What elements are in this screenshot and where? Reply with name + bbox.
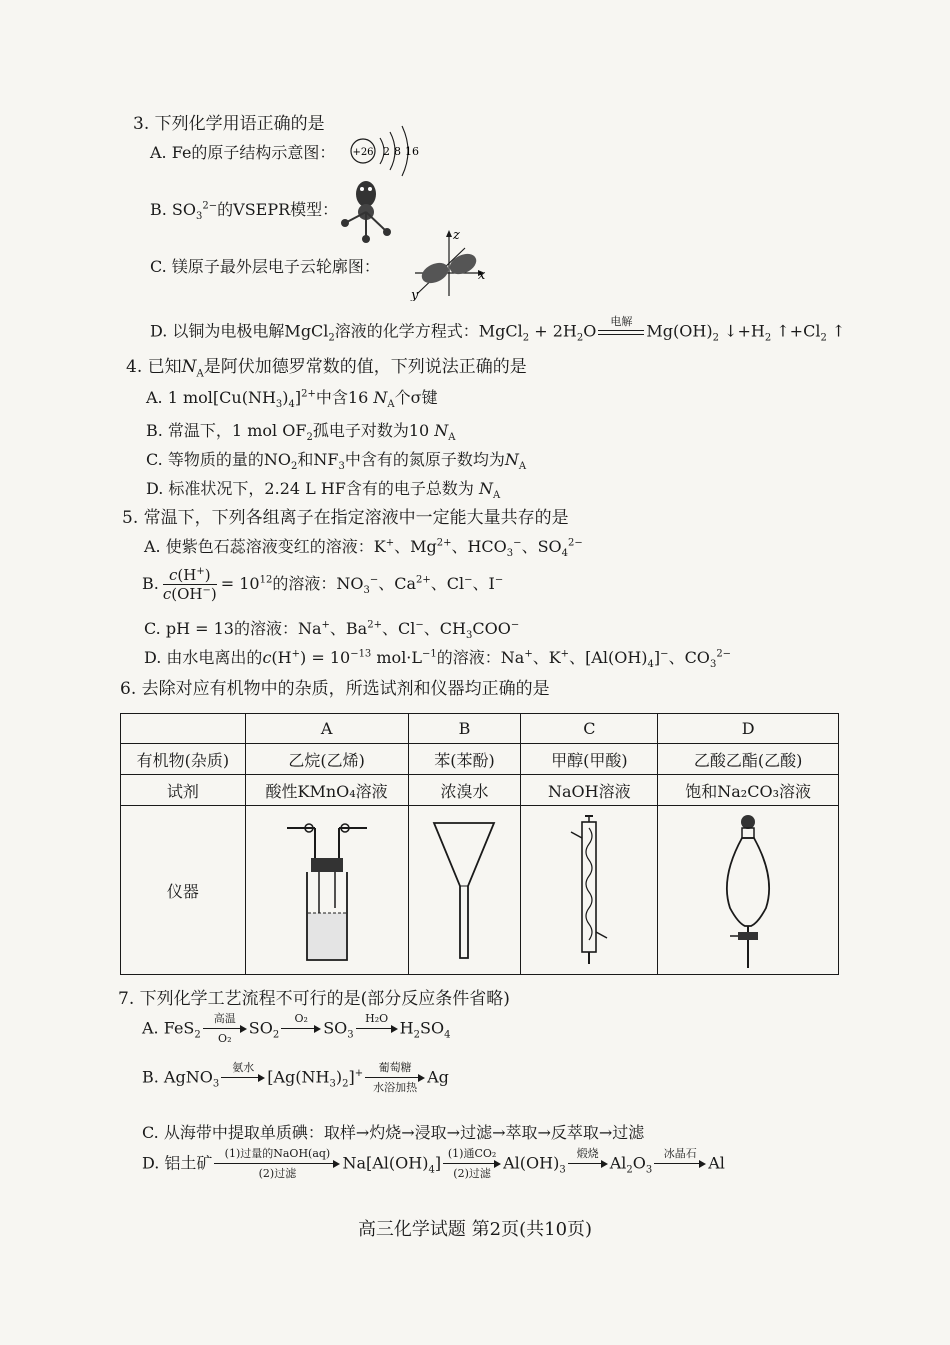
arrow-condition: (1)通CO₂ (447, 1147, 497, 1160)
q7-stem: 7. 下列化学工艺流程不可行的是(部分反应条件省略) (118, 989, 510, 1009)
q7-option-b: B. AgNO$_3$ 氨水 $[Ag(NH_3)_2]^+$ 葡萄糖 水浴加热 Ag (142, 1061, 449, 1094)
header-cell (121, 714, 246, 744)
table-cell: 浓溴水 (408, 775, 521, 806)
q3-b-text: B. SO (150, 200, 197, 219)
arrow-condition: O₂ (294, 1012, 308, 1025)
q4-c-text-3: 中含有的氮原子数均为 (344, 450, 505, 469)
q5-option-b: B. $\frac{c(H^+)}{c(OH^-)}$ = $10^{12}$的溶液：$NO_3^-$、$Ca^{2+}$、Cl−、I− (142, 566, 504, 603)
fe-shell-3: 16 (405, 145, 419, 158)
q4-option-b: B. 常温下，1 mol $OF_2$孤电子对数为10 $N_A$ (146, 421, 456, 444)
reaction-arrow (443, 1148, 501, 1180)
q3-option-d: D. 以铜为电极电解MgCl$_2$溶液的化学方程式：MgCl$_2$ + $2H_2O$ 电解 $Mg(OH)_2$ $↓+H_2$ $↑+Cl_2$ ↑ (150, 316, 845, 348)
reaction-arrow (568, 1148, 608, 1180)
q7-option-d: D. 铝土矿 (1)过量的NaOH(aq) (2)过滤 $Na[Al(OH)_4]$ (1)通CO₂ (2)过滤 $Al(OH)_3$ 煅烧 $Al_2O_3$ 冰晶石 Al (142, 1147, 725, 1180)
q5-c-text: C. pH = 13的溶液：Na (144, 619, 322, 638)
fe-shell-1: 2 (383, 145, 390, 158)
funnel-icon (424, 808, 504, 968)
header-cell: D (658, 714, 839, 744)
q3-stem: 3. 下列化学用语正确的是 (133, 114, 325, 134)
q3-option-c: C. 镁原子最外层电子云轮廓图： (150, 257, 380, 276)
electrolysis-condition: 电解 (610, 315, 633, 328)
table-cell: 甲醇(甲酸) (521, 744, 658, 775)
fe-atom-structure-diagram (350, 122, 430, 177)
q4-a-text-2: 个σ键 (394, 388, 438, 407)
header-cell: A (245, 714, 408, 744)
arrow-condition: 葡萄糖 (378, 1061, 412, 1074)
q6-stem: 6. 去除对应有机物中的杂质，所选试剂和仪器均正确的是 (120, 679, 550, 699)
q4-b-text-2: 孤电子对数为10 (312, 421, 430, 440)
q5-option-a: A. 使紫色石蕊溶液变红的溶液：K+、$Mg^{2+}$、$HCO_3^-$、$SO_4^{2-}$ (144, 537, 583, 560)
row-label: 试剂 (121, 775, 246, 806)
header-cell: C (521, 714, 658, 744)
q4-stem-text: 4. 已知 (126, 357, 182, 377)
arrow-condition: 水浴加热 (373, 1081, 418, 1094)
q4-stem-text-2: 是阿伏加德罗常数的值，下列说法正确的是 (203, 357, 527, 377)
table-cell: NaOH溶液 (521, 775, 658, 806)
fe-nucleus-label: +26 (352, 147, 374, 158)
q6-table (120, 713, 839, 975)
page-footer: 高三化学试题 第2页(共10页) (357, 1219, 593, 1240)
reaction-arrow (365, 1062, 425, 1094)
gas-washing-bottle-icon (267, 808, 387, 968)
q3-option-a (150, 142, 335, 164)
reaction-arrow (281, 1013, 321, 1045)
axis-x-label: x (478, 268, 486, 283)
q4-option-d: D. 标准状况下，2.24 L HF含有的电子总数为 $N_A$ (146, 479, 501, 502)
q5-a-text: A. 使紫色石蕊溶液变红的溶液：K (144, 537, 386, 556)
q3-b-text-2: 的VSEPR模型： (217, 200, 339, 219)
reaction-arrow (221, 1062, 265, 1094)
q4-c-text-2: 和NF (297, 450, 339, 469)
reaction-arrow (203, 1013, 247, 1045)
header-cell: B (408, 714, 521, 744)
condenser-icon (549, 808, 629, 968)
table-row (121, 775, 839, 806)
q4-d-text: D. 标准状况下，2.24 L HF含有的电子总数为 (146, 479, 474, 498)
funnel-cell (408, 806, 521, 975)
arrow-condition: (2)过滤 (258, 1167, 297, 1180)
arrow-condition: (1)过量的NaOH(aq) (224, 1147, 331, 1160)
q7-d-text: D. 铝土矿 (142, 1153, 213, 1173)
arrow-condition: 高温 (213, 1012, 236, 1025)
q3-option-b: B. $SO_3^{2-}$的VSEPR模型： (150, 200, 339, 223)
q7-option-a: A. FeS$_2$ 高温 O₂ $SO_2$ O₂ $SO_3$ H₂O $H_2SO_4$ (142, 1012, 451, 1045)
table-cell: 乙酸乙酯(乙酸) (658, 744, 839, 775)
q4-a-text: 中含16 (315, 388, 369, 407)
table-cell: 饱和Na₂CO₃溶液 (658, 775, 839, 806)
fe-shell-2: 8 (394, 145, 401, 158)
q3-d-text-3: Mg(OH) (646, 321, 713, 341)
electrolysis-arrow (598, 316, 644, 348)
condenser-cell (521, 806, 658, 975)
row-label: 有机物(杂质) (121, 744, 246, 775)
q4-option-c: C. 等物质的量的$NO_2$和$NF_3$中含有的氮原子数均为$N_A$ (146, 450, 527, 473)
reaction-arrow (356, 1013, 398, 1045)
reaction-arrow (654, 1148, 706, 1180)
separatory-funnel-cell (658, 806, 839, 975)
so3-vsepr-model-icon (335, 178, 400, 248)
q5-stem: 5. 常温下，下列各组离子在指定溶液中一定能大量共存的是 (122, 508, 569, 528)
separatory-funnel-icon (698, 808, 798, 968)
table-row (121, 806, 839, 975)
q5-option-d: D. 由水电离出的$c(H^+) = 10^{-13}$ $mol\cdot L^{-1}$的溶液：Na+、K+、$[Al(OH)_4]^-$、$CO_3^{2-}$ (144, 648, 732, 671)
table-row (121, 744, 839, 775)
q4-stem: 4. 已知$N_A$是阿伏加德罗常数的值，下列说法正确的是 (126, 357, 527, 380)
gas-washing-bottle-cell (245, 806, 408, 975)
q3-d-text-2: 溶液的化学方程式：MgCl (334, 321, 523, 341)
axis-y-label: y (411, 288, 419, 301)
arrow-condition: O₂ (218, 1032, 232, 1045)
q3-d-text: D. 以铜为电极电解MgCl (150, 321, 329, 341)
q5-b-text: 的溶液：NO (272, 574, 364, 593)
arrow-condition: 氨水 (232, 1061, 255, 1074)
reaction-arrow (214, 1148, 340, 1180)
q4-c-text: C. 等物质的量的NO (146, 450, 291, 469)
table-cell: 酸性KMnO₄溶液 (245, 775, 408, 806)
axis-z-label: z (453, 228, 460, 243)
arrow-condition: 煅烧 (576, 1147, 599, 1160)
q7-option-c: C. 从海带中提取单质碘：取样→灼烧→浸取→过滤→萃取→反萃取→过滤 (142, 1123, 645, 1142)
table-cell: 乙烷(乙烯) (245, 744, 408, 775)
q4-option-a: A. 1 $mol[Cu(NH_3)_4]^{2+}$中含16 $N_A$个σ键 (146, 388, 438, 411)
q5-d-text: D. 由水电离出的 (144, 648, 263, 667)
q3-a-text: A. Fe的原子结构示意图： (150, 143, 336, 162)
table-cell: 苯(苯酚) (408, 744, 521, 775)
mg-electron-cloud-diagram (405, 226, 490, 301)
table-header-row (121, 714, 839, 744)
row-label: 仪器 (121, 806, 246, 975)
arrow-condition: (2)过滤 (453, 1167, 491, 1180)
q5-option-c: C. pH = 13的溶液：Na+、$Ba^{2+}$、Cl−、$CH_3COO^-$ (144, 619, 520, 642)
arrow-condition: 冰晶石 (663, 1147, 697, 1160)
q4-b-text: B. 常温下，1 mol OF (146, 421, 307, 440)
arrow-condition: H₂O (365, 1012, 389, 1025)
